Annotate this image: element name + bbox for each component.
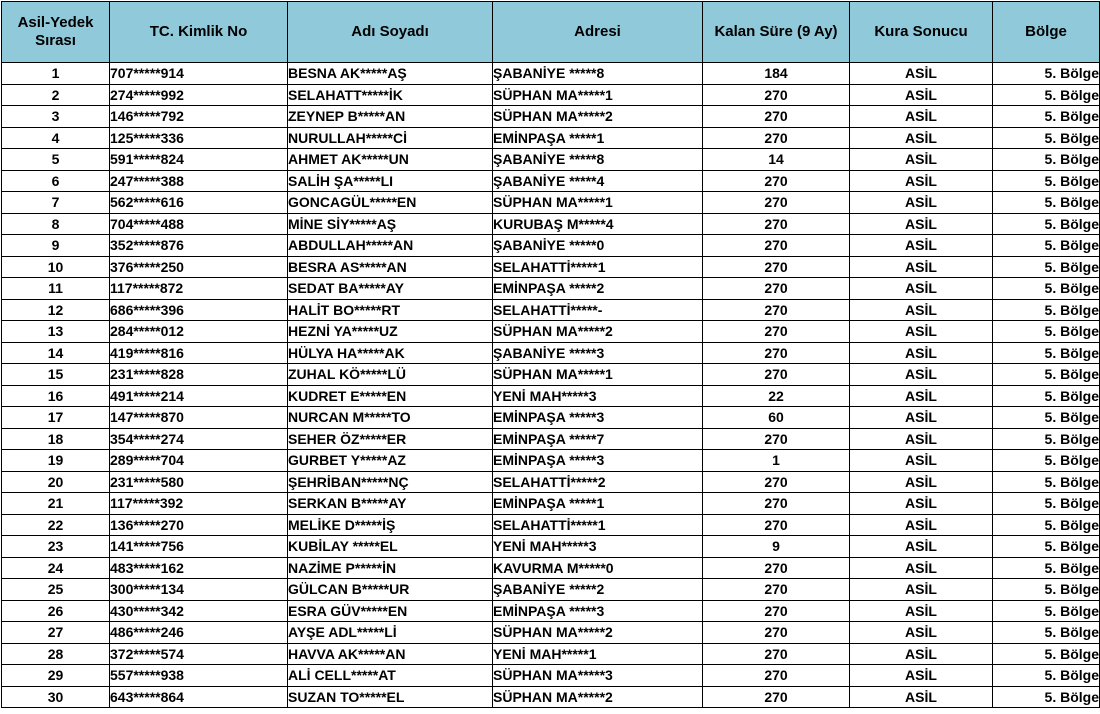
cell-bolge: 5. Bölge [993, 278, 1100, 300]
cell-adresi: SELAHATTİ*****- [493, 299, 703, 321]
cell-tc-kimlik: 274*****992 [110, 84, 288, 106]
cell-adi-soyadi: SALİH ŞA*****LI [288, 170, 493, 192]
table-row [2, 342, 1100, 364]
cell-kura-sonucu: ASİL [850, 407, 993, 429]
cell-adresi: YENİ MAH*****1 [493, 643, 703, 665]
cell-adresi: SÜPHAN MA*****2 [493, 686, 703, 708]
cell-tc-kimlik: 562*****616 [110, 192, 288, 214]
cell-tc-kimlik: 354*****274 [110, 428, 288, 450]
cell-kalan-sure: 1 [703, 450, 850, 472]
cell-bolge: 5. Bölge [993, 149, 1100, 171]
cell-kalan-sure: 270 [703, 213, 850, 235]
cell-sira: 22 [2, 514, 110, 536]
cell-bolge: 5. Bölge [993, 127, 1100, 149]
cell-bolge: 5. Bölge [993, 450, 1100, 472]
cell-kura-sonucu: ASİL [850, 192, 993, 214]
cell-adi-soyadi: HÜLYA HA*****AK [288, 342, 493, 364]
cell-tc-kimlik: 372*****574 [110, 643, 288, 665]
cell-sira: 20 [2, 471, 110, 493]
cell-adi-soyadi: GÜLCAN B*****UR [288, 579, 493, 601]
cell-kura-sonucu: ASİL [850, 536, 993, 558]
cell-adi-soyadi: SEDAT BA*****AY [288, 278, 493, 300]
cell-adi-soyadi: ALİ CELL*****AT [288, 665, 493, 687]
cell-adi-soyadi: GONCAGÜL*****EN [288, 192, 493, 214]
cell-kalan-sure: 270 [703, 106, 850, 128]
cell-tc-kimlik: 430*****342 [110, 600, 288, 622]
cell-sira: 8 [2, 213, 110, 235]
cell-adi-soyadi: HALİT BO*****RT [288, 299, 493, 321]
table-row [2, 493, 1100, 515]
cell-kura-sonucu: ASİL [850, 622, 993, 644]
cell-kura-sonucu: ASİL [850, 579, 993, 601]
table-row [2, 63, 1100, 85]
cell-adi-soyadi: NURULLAH*****Cİ [288, 127, 493, 149]
cell-sira: 2 [2, 84, 110, 106]
cell-kura-sonucu: ASİL [850, 235, 993, 257]
cell-tc-kimlik: 125*****336 [110, 127, 288, 149]
cell-sira: 30 [2, 686, 110, 708]
cell-kura-sonucu: ASİL [850, 321, 993, 343]
cell-bolge: 5. Bölge [993, 299, 1100, 321]
table-row [2, 127, 1100, 149]
cell-adresi: ŞABANİYE *****3 [493, 342, 703, 364]
cell-bolge: 5. Bölge [993, 342, 1100, 364]
cell-tc-kimlik: 146*****792 [110, 106, 288, 128]
cell-adresi: EMİNPAŞA *****1 [493, 127, 703, 149]
table-row [2, 385, 1100, 407]
cell-tc-kimlik: 141*****756 [110, 536, 288, 558]
cell-adresi: ŞABANİYE *****8 [493, 63, 703, 85]
cell-bolge: 5. Bölge [993, 364, 1100, 386]
cell-bolge: 5. Bölge [993, 235, 1100, 257]
cell-bolge: 5. Bölge [993, 686, 1100, 708]
cell-sira: 3 [2, 106, 110, 128]
cell-adresi: YENİ MAH*****3 [493, 536, 703, 558]
cell-kalan-sure: 270 [703, 622, 850, 644]
cell-bolge: 5. Bölge [993, 321, 1100, 343]
cell-adresi: ŞABANİYE *****4 [493, 170, 703, 192]
cell-kalan-sure: 14 [703, 149, 850, 171]
table-row [2, 235, 1100, 257]
cell-tc-kimlik: 491*****214 [110, 385, 288, 407]
cell-adi-soyadi: SELAHATT*****İK [288, 84, 493, 106]
cell-tc-kimlik: 376*****250 [110, 256, 288, 278]
cell-bolge: 5. Bölge [993, 84, 1100, 106]
cell-adi-soyadi: HEZNİ YA*****UZ [288, 321, 493, 343]
cell-kalan-sure: 270 [703, 579, 850, 601]
table-row [2, 106, 1100, 128]
cell-kalan-sure: 270 [703, 321, 850, 343]
table-row [2, 299, 1100, 321]
cell-bolge: 5. Bölge [993, 407, 1100, 429]
cell-adresi: ŞABANİYE *****8 [493, 149, 703, 171]
cell-bolge: 5. Bölge [993, 213, 1100, 235]
cell-kalan-sure: 270 [703, 235, 850, 257]
cell-tc-kimlik: 707*****914 [110, 63, 288, 85]
table-row [2, 213, 1100, 235]
cell-tc-kimlik: 643*****864 [110, 686, 288, 708]
table-row [2, 450, 1100, 472]
cell-kalan-sure: 270 [703, 299, 850, 321]
cell-bolge: 5. Bölge [993, 63, 1100, 85]
cell-adi-soyadi: SEHER ÖZ*****ER [288, 428, 493, 450]
cell-kura-sonucu: ASİL [850, 149, 993, 171]
cell-kura-sonucu: ASİL [850, 170, 993, 192]
cell-adi-soyadi: KUDRET E*****EN [288, 385, 493, 407]
cell-kalan-sure: 270 [703, 256, 850, 278]
cell-tc-kimlik: 557*****938 [110, 665, 288, 687]
cell-bolge: 5. Bölge [993, 579, 1100, 601]
cell-sira: 14 [2, 342, 110, 364]
cell-sira: 26 [2, 600, 110, 622]
cell-tc-kimlik: 117*****392 [110, 493, 288, 515]
cell-kura-sonucu: ASİL [850, 600, 993, 622]
cell-kalan-sure: 270 [703, 364, 850, 386]
cell-adi-soyadi: MİNE SİY*****AŞ [288, 213, 493, 235]
cell-adi-soyadi: ŞEHRİBAN*****NÇ [288, 471, 493, 493]
header-kura-sonucu: Kura Sonucu [850, 2, 993, 63]
cell-adresi: SELAHATTİ*****1 [493, 256, 703, 278]
cell-sira: 21 [2, 493, 110, 515]
cell-adresi: SÜPHAN MA*****1 [493, 364, 703, 386]
cell-kura-sonucu: ASİL [850, 665, 993, 687]
cell-bolge: 5. Bölge [993, 557, 1100, 579]
cell-adi-soyadi: AHMET AK*****UN [288, 149, 493, 171]
cell-kalan-sure: 270 [703, 471, 850, 493]
cell-kalan-sure: 270 [703, 342, 850, 364]
cell-tc-kimlik: 117*****872 [110, 278, 288, 300]
table-row [2, 407, 1100, 429]
cell-bolge: 5. Bölge [993, 622, 1100, 644]
cell-sira: 23 [2, 536, 110, 558]
cell-kalan-sure: 270 [703, 428, 850, 450]
cell-tc-kimlik: 284*****012 [110, 321, 288, 343]
cell-kura-sonucu: ASİL [850, 256, 993, 278]
cell-adresi: SÜPHAN MA*****2 [493, 106, 703, 128]
cell-adresi: KAVURMA M*****0 [493, 557, 703, 579]
cell-sira: 24 [2, 557, 110, 579]
cell-kura-sonucu: ASİL [850, 643, 993, 665]
cell-bolge: 5. Bölge [993, 385, 1100, 407]
cell-kalan-sure: 270 [703, 600, 850, 622]
table-row [2, 579, 1100, 601]
cell-kura-sonucu: ASİL [850, 213, 993, 235]
cell-sira: 18 [2, 428, 110, 450]
cell-adresi: EMİNPAŞA *****1 [493, 493, 703, 515]
results-table [1, 1, 1100, 708]
table-row [2, 600, 1100, 622]
cell-bolge: 5. Bölge [993, 493, 1100, 515]
cell-adi-soyadi: AYŞE ADL*****Lİ [288, 622, 493, 644]
cell-sira: 15 [2, 364, 110, 386]
table-row [2, 84, 1100, 106]
cell-adi-soyadi: MELİKE D*****İŞ [288, 514, 493, 536]
cell-kura-sonucu: ASİL [850, 299, 993, 321]
cell-bolge: 5. Bölge [993, 256, 1100, 278]
header-sira: Asil-Yedek Sırası [2, 2, 110, 63]
cell-adi-soyadi: NAZİME P*****İN [288, 557, 493, 579]
cell-kura-sonucu: ASİL [850, 471, 993, 493]
table-row [2, 514, 1100, 536]
cell-tc-kimlik: 419*****816 [110, 342, 288, 364]
cell-sira: 12 [2, 299, 110, 321]
cell-adi-soyadi: GURBET Y*****AZ [288, 450, 493, 472]
cell-adi-soyadi: NURCAN M*****TO [288, 407, 493, 429]
cell-tc-kimlik: 231*****828 [110, 364, 288, 386]
cell-tc-kimlik: 147*****870 [110, 407, 288, 429]
cell-kura-sonucu: ASİL [850, 63, 993, 85]
cell-sira: 4 [2, 127, 110, 149]
cell-bolge: 5. Bölge [993, 600, 1100, 622]
cell-sira: 25 [2, 579, 110, 601]
table-row [2, 428, 1100, 450]
cell-kura-sonucu: ASİL [850, 278, 993, 300]
cell-kura-sonucu: ASİL [850, 493, 993, 515]
cell-kura-sonucu: ASİL [850, 364, 993, 386]
cell-sira: 29 [2, 665, 110, 687]
cell-adresi: ŞABANİYE *****2 [493, 579, 703, 601]
cell-sira: 1 [2, 63, 110, 85]
cell-sira: 6 [2, 170, 110, 192]
cell-kura-sonucu: ASİL [850, 127, 993, 149]
cell-sira: 7 [2, 192, 110, 214]
cell-bolge: 5. Bölge [993, 428, 1100, 450]
cell-tc-kimlik: 591*****824 [110, 149, 288, 171]
table-row [2, 149, 1100, 171]
table-row [2, 686, 1100, 708]
cell-kura-sonucu: ASİL [850, 428, 993, 450]
table-row [2, 321, 1100, 343]
cell-adresi: SÜPHAN MA*****2 [493, 321, 703, 343]
table-row [2, 256, 1100, 278]
header-adi-soyadi: Adı Soyadı [288, 2, 493, 63]
cell-sira: 16 [2, 385, 110, 407]
cell-adresi: EMİNPAŞA *****3 [493, 600, 703, 622]
table-row [2, 170, 1100, 192]
cell-tc-kimlik: 483*****162 [110, 557, 288, 579]
cell-kura-sonucu: ASİL [850, 342, 993, 364]
cell-adresi: SÜPHAN MA*****3 [493, 665, 703, 687]
cell-kura-sonucu: ASİL [850, 514, 993, 536]
cell-adresi: SELAHATTİ*****2 [493, 471, 703, 493]
cell-bolge: 5. Bölge [993, 643, 1100, 665]
cell-bolge: 5. Bölge [993, 536, 1100, 558]
cell-kalan-sure: 270 [703, 493, 850, 515]
cell-adresi: EMİNPAŞA *****3 [493, 407, 703, 429]
cell-kura-sonucu: ASİL [850, 106, 993, 128]
table-header [2, 2, 1100, 63]
cell-bolge: 5. Bölge [993, 514, 1100, 536]
cell-adresi: EMİNPAŞA *****3 [493, 450, 703, 472]
header-bolge: Bölge [993, 2, 1100, 63]
cell-tc-kimlik: 686*****396 [110, 299, 288, 321]
cell-adi-soyadi: ESRA GÜV*****EN [288, 600, 493, 622]
cell-bolge: 5. Bölge [993, 471, 1100, 493]
cell-kalan-sure: 270 [703, 170, 850, 192]
table-row [2, 643, 1100, 665]
cell-kalan-sure: 270 [703, 665, 850, 687]
cell-tc-kimlik: 352*****876 [110, 235, 288, 257]
table-body [2, 63, 1100, 708]
cell-adresi: SELAHATTİ*****1 [493, 514, 703, 536]
cell-tc-kimlik: 300*****134 [110, 579, 288, 601]
cell-sira: 5 [2, 149, 110, 171]
cell-tc-kimlik: 289*****704 [110, 450, 288, 472]
cell-kalan-sure: 270 [703, 514, 850, 536]
table-row [2, 622, 1100, 644]
table-row [2, 471, 1100, 493]
cell-adi-soyadi: ABDULLAH*****AN [288, 235, 493, 257]
cell-kalan-sure: 270 [703, 127, 850, 149]
cell-adresi: SÜPHAN MA*****2 [493, 622, 703, 644]
cell-adresi: KURUBAŞ M*****4 [493, 213, 703, 235]
cell-sira: 28 [2, 643, 110, 665]
cell-adi-soyadi: BESNA AK*****AŞ [288, 63, 493, 85]
cell-tc-kimlik: 231*****580 [110, 471, 288, 493]
cell-kalan-sure: 270 [703, 278, 850, 300]
cell-kura-sonucu: ASİL [850, 557, 993, 579]
cell-adi-soyadi: SUZAN TO*****EL [288, 686, 493, 708]
table-row [2, 364, 1100, 386]
cell-tc-kimlik: 136*****270 [110, 514, 288, 536]
cell-kalan-sure: 60 [703, 407, 850, 429]
cell-sira: 10 [2, 256, 110, 278]
cell-adresi: EMİNPAŞA *****7 [493, 428, 703, 450]
cell-kura-sonucu: ASİL [850, 84, 993, 106]
cell-tc-kimlik: 704*****488 [110, 213, 288, 235]
cell-adi-soyadi: ZUHAL KÖ*****LÜ [288, 364, 493, 386]
cell-kura-sonucu: ASİL [850, 450, 993, 472]
cell-adi-soyadi: BESRA AS*****AN [288, 256, 493, 278]
cell-kalan-sure: 270 [703, 84, 850, 106]
cell-kalan-sure: 184 [703, 63, 850, 85]
cell-sira: 11 [2, 278, 110, 300]
header-tc-kimlik: TC. Kimlik No [110, 2, 288, 63]
cell-sira: 9 [2, 235, 110, 257]
cell-sira: 13 [2, 321, 110, 343]
cell-adresi: EMİNPAŞA *****2 [493, 278, 703, 300]
header-kalan-sure: Kalan Süre (9 Ay) [703, 2, 850, 63]
table-row [2, 536, 1100, 558]
table-row [2, 192, 1100, 214]
cell-sira: 27 [2, 622, 110, 644]
cell-kalan-sure: 270 [703, 192, 850, 214]
cell-sira: 17 [2, 407, 110, 429]
cell-kalan-sure: 9 [703, 536, 850, 558]
cell-adi-soyadi: SERKAN B*****AY [288, 493, 493, 515]
cell-kalan-sure: 270 [703, 643, 850, 665]
cell-bolge: 5. Bölge [993, 665, 1100, 687]
cell-tc-kimlik: 486*****246 [110, 622, 288, 644]
table-row [2, 278, 1100, 300]
cell-kalan-sure: 270 [703, 686, 850, 708]
cell-adi-soyadi: HAVVA AK*****AN [288, 643, 493, 665]
cell-bolge: 5. Bölge [993, 170, 1100, 192]
cell-adi-soyadi: KUBİLAY *****EL [288, 536, 493, 558]
cell-kura-sonucu: ASİL [850, 385, 993, 407]
table-row [2, 557, 1100, 579]
cell-adi-soyadi: ZEYNEP B*****AN [288, 106, 493, 128]
header-adresi: Adresi [493, 2, 703, 63]
cell-bolge: 5. Bölge [993, 106, 1100, 128]
cell-adresi: YENİ MAH*****3 [493, 385, 703, 407]
cell-tc-kimlik: 247*****388 [110, 170, 288, 192]
cell-kura-sonucu: ASİL [850, 686, 993, 708]
cell-kalan-sure: 22 [703, 385, 850, 407]
cell-adresi: ŞABANİYE *****0 [493, 235, 703, 257]
header-row [2, 2, 1100, 63]
cell-sira: 19 [2, 450, 110, 472]
cell-bolge: 5. Bölge [993, 192, 1100, 214]
cell-adresi: SÜPHAN MA*****1 [493, 84, 703, 106]
cell-kalan-sure: 270 [703, 557, 850, 579]
cell-adresi: SÜPHAN MA*****1 [493, 192, 703, 214]
table-row [2, 665, 1100, 687]
